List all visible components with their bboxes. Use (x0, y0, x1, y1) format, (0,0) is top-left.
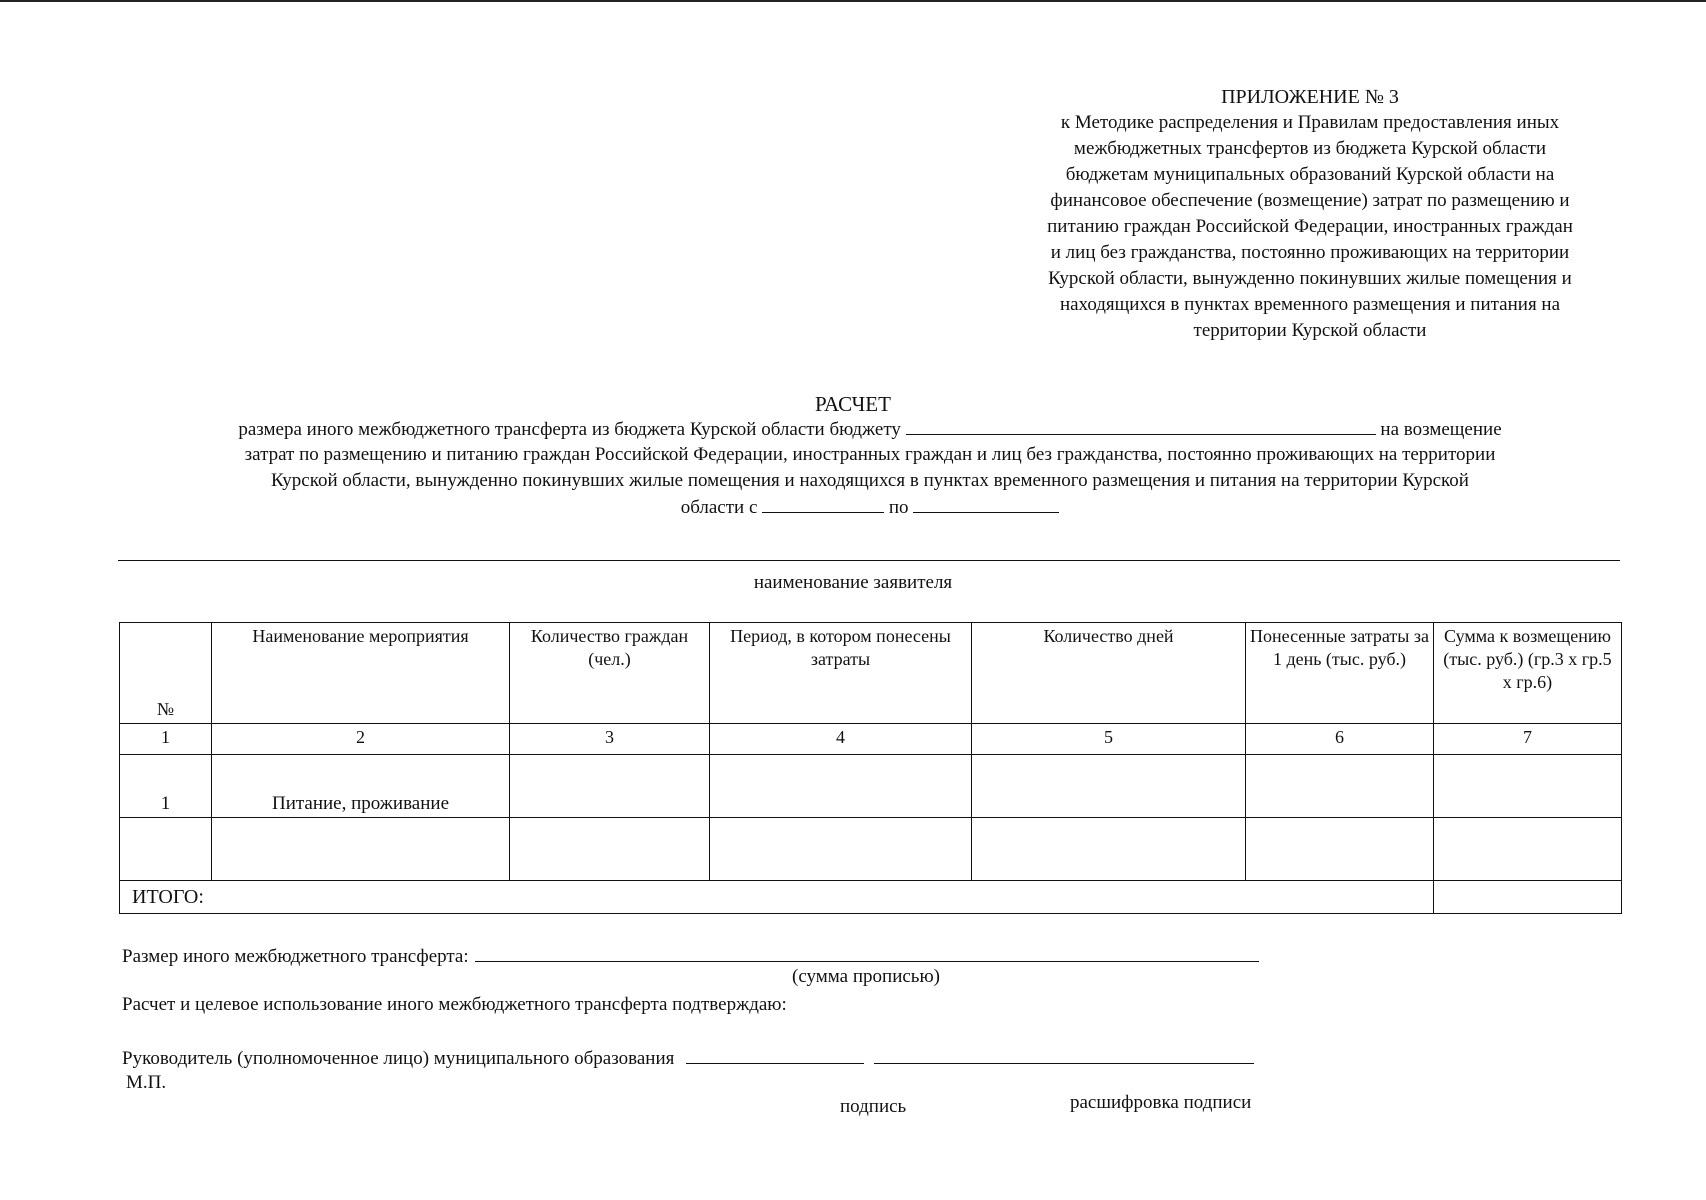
column-header: Сумма к возмещению (тыс. руб.) (гр.3 x гр.5 x гр.6) (1434, 623, 1622, 724)
period-from-label: области с (680, 497, 758, 518)
column-number: 4 (710, 724, 972, 755)
head-label: Руководитель (уполномоченное лицо) муниципального образования (122, 1048, 675, 1069)
calc-line-1-prefix: размера иного межбюджетного трансферта из бюджета Курской области бюджету (238, 419, 901, 440)
appendix-line: Курской области, вынужденно покинувших жилые помещения и (1048, 268, 1572, 289)
citizens-count-cell[interactable] (510, 755, 710, 818)
applicant-label: наименование заявителя (753, 572, 953, 593)
column-header: № (120, 623, 212, 724)
empty-cell[interactable] (510, 818, 710, 881)
column-number: 7 (1434, 724, 1622, 755)
head-signature-row (122, 1045, 1254, 1070)
signature-decode-field[interactable] (874, 1045, 1254, 1064)
period-from-field[interactable] (762, 494, 884, 513)
appendix-line: к Методике распределения и Правилам предоставления иных (1060, 112, 1560, 133)
column-number-row (120, 724, 1622, 755)
column-number: 3 (510, 724, 710, 755)
appendix-line: находящихся в пунктах временного размещения и питания на (1059, 294, 1561, 315)
confirm-text: Расчет и целевое использование иного межбюджетного трансферта подтверждаю: (122, 994, 787, 1015)
cost-per-day-cell[interactable] (1246, 755, 1434, 818)
calc-line-1-suffix: на возмещение (1380, 419, 1502, 440)
empty-cell[interactable] (212, 818, 510, 881)
sum-cell[interactable] (1434, 755, 1622, 818)
column-number: 1 (120, 724, 212, 755)
page-top-edge (0, 0, 1706, 2)
period-cell[interactable] (710, 755, 972, 818)
transfer-size-label: Размер иного межбюджетного трансферта: (122, 946, 469, 967)
calculation-table (119, 622, 1622, 914)
budget-name-field[interactable] (906, 416, 1376, 435)
column-header: Количество граждан (чел.) (510, 623, 710, 724)
period-to-label: по (888, 497, 909, 518)
table-row (120, 755, 1622, 818)
appendix-line: питанию граждан Российской Федерации, иностранных граждан (1047, 216, 1573, 237)
row-number-cell: 1 (120, 755, 212, 818)
appendix-block (970, 84, 1650, 344)
total-sum-cell[interactable] (1434, 881, 1622, 914)
table-header-row (120, 623, 1622, 724)
empty-cell[interactable] (972, 818, 1246, 881)
stamp-label: М.П. (126, 1072, 167, 1093)
appendix-line: финансовое обеспечение (возмещение) затрат по размещению и (1050, 190, 1570, 211)
appendix-line: и лиц без гражданства, постоянно проживающих на территории (1050, 242, 1570, 263)
column-header: Количество дней (972, 623, 1246, 724)
calc-line-4 (120, 494, 1620, 521)
sum-in-words-label: (сумма прописью) (792, 966, 940, 987)
period-to-field[interactable] (913, 494, 1059, 513)
signature-decode-label: расшифровка подписи (1070, 1092, 1252, 1113)
column-number: 5 (972, 724, 1246, 755)
empty-cell[interactable] (710, 818, 972, 881)
event-name-cell: Питание, проживание (212, 755, 510, 818)
days-count-cell[interactable] (972, 755, 1246, 818)
transfer-size-row (122, 943, 1259, 968)
column-header: Наименование мероприятия (212, 623, 510, 724)
calc-line-1 (120, 416, 1620, 443)
column-number: 2 (212, 724, 510, 755)
appendix-title: ПРИЛОЖЕНИЕ № 3 (1221, 86, 1399, 108)
transfer-size-field[interactable] (475, 943, 1259, 962)
appendix-line: межбюджетных трансфертов из бюджета Курской области (1073, 138, 1547, 159)
empty-cell[interactable] (1246, 818, 1434, 881)
applicant-name-field[interactable] (118, 560, 1620, 561)
table-row (120, 818, 1622, 881)
signature-field[interactable] (686, 1045, 864, 1064)
calc-title: РАСЧЕТ (815, 392, 891, 416)
column-header: Понесенные затраты за 1 день (тыс. руб.) (1246, 623, 1434, 724)
appendix-line: территории Курской области (1193, 320, 1427, 341)
empty-cell[interactable] (120, 818, 212, 881)
column-header: Период, в котором понесены затраты (710, 623, 972, 724)
calc-line-3: Курской области, вынужденно покинувших жилые помещения и находящихся в пунктах временного размещения и питания на территории Курской (271, 470, 1469, 491)
signature-label: подпись (840, 1096, 907, 1117)
empty-cell[interactable] (1434, 818, 1622, 881)
calc-line-2: затрат по размещению и питанию граждан Российской Федерации, иностранных граждан и лиц без гражданства, постоянно проживающих на территории (244, 444, 1496, 465)
appendix-line: бюджетам муниципальных образований Курской области на (1065, 164, 1555, 185)
total-row (120, 881, 1622, 914)
total-label: ИТОГО: (120, 881, 1434, 914)
column-number: 6 (1246, 724, 1434, 755)
